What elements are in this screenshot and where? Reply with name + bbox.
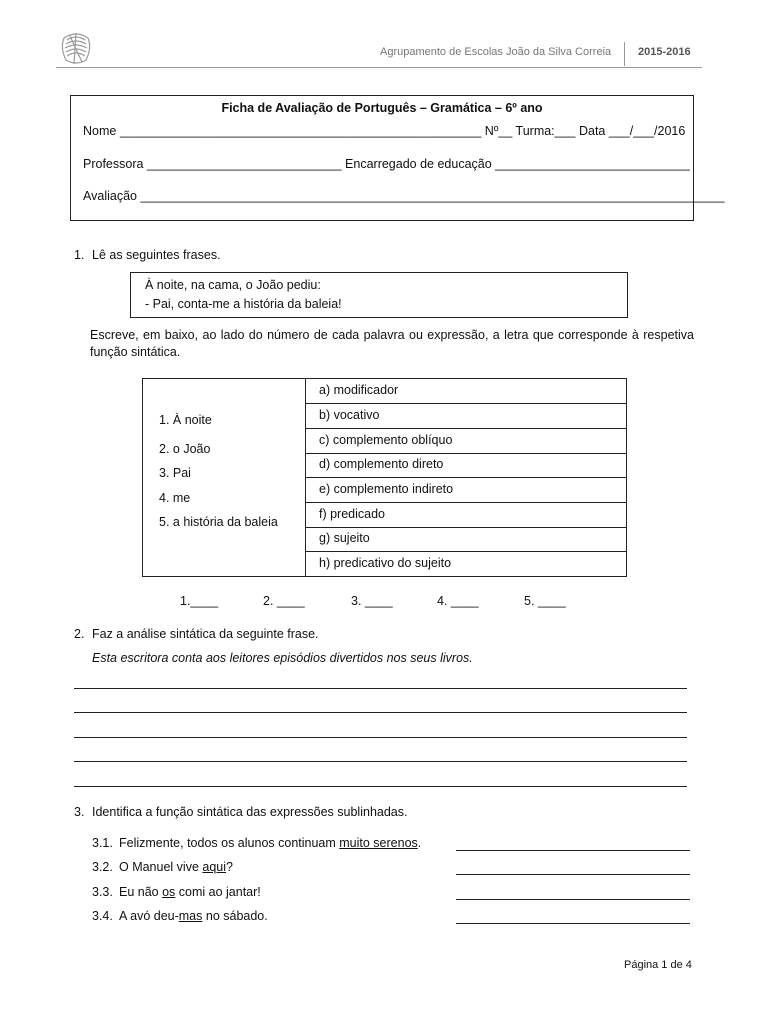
table-row-rule xyxy=(306,551,626,552)
table-row-rule xyxy=(306,527,626,528)
function-option: h) predicativo do sujeito xyxy=(319,556,452,570)
table-row-rule xyxy=(306,453,626,454)
answer-line[interactable] xyxy=(74,786,687,787)
school-logo-icon xyxy=(56,28,96,68)
header-school-year: 2015-2016 xyxy=(638,46,691,58)
header-rule xyxy=(56,67,702,68)
function-option: e) complemento indireto xyxy=(319,482,454,496)
answer-line[interactable] xyxy=(74,712,687,713)
answer-line[interactable] xyxy=(74,688,687,689)
answer-slot-4[interactable]: 4. ____ xyxy=(437,594,479,608)
answer-slot-5[interactable]: 5. ____ xyxy=(524,594,566,608)
answer-slot-1[interactable]: 1.____ xyxy=(180,594,219,608)
answer-line-3-2[interactable] xyxy=(456,874,690,875)
function-option: c) complemento oblíquo xyxy=(319,433,453,447)
question-1-instruction: Escreve, em baixo, ao lado do número de cada palavra ou expressão, a letra que corresponde à respetiva função sintática. xyxy=(90,328,694,359)
answer-line-3-4[interactable] xyxy=(456,923,690,924)
function-option: g) sujeito xyxy=(319,531,370,545)
item-pai: 3. Pai xyxy=(159,466,191,480)
matching-table xyxy=(142,378,627,577)
student-info-box xyxy=(70,95,725,221)
table-row-rule xyxy=(306,477,626,478)
subquestion-3-2: 3.2. O Manuel vive aqui? xyxy=(92,860,233,874)
answer-line[interactable] xyxy=(74,761,687,762)
item-a-historia-da-baleia: 5. a história da baleia xyxy=(159,515,278,529)
table-row-rule xyxy=(306,428,626,429)
function-option: b) vocativo xyxy=(319,408,380,422)
item-o-joao: 2. o João xyxy=(159,442,211,456)
header-divider xyxy=(624,42,625,66)
answer-line[interactable] xyxy=(74,737,687,738)
function-option: f) predicado xyxy=(319,507,386,521)
header-school-name: Agrupamento de Escolas João da Silva Correia xyxy=(380,46,612,58)
function-option: d) complemento direto xyxy=(319,457,444,471)
subquestion-3-1: 3.1. Felizmente, todos os alunos continuam muito serenos. xyxy=(92,836,422,850)
question-1-prompt: 1. Lê as seguintes frases. xyxy=(74,248,221,262)
question-2-prompt: 2. Faz a análise sintática da seguinte frase. xyxy=(74,627,319,641)
item-a-noite: 1. À noite xyxy=(159,413,212,427)
subquestion-3-4: 3.4. A avó deu-mas no sábado. xyxy=(92,909,268,923)
quote-line-2: - Pai, conta-me a história da baleia! xyxy=(145,297,342,311)
name-field-line[interactable]: Nome ____________________________________________________ Nº__ Turma:___ Data ___/___/2016 xyxy=(83,124,686,138)
answer-line-3-1[interactable] xyxy=(456,850,690,851)
answer-line-3-3[interactable] xyxy=(456,899,690,900)
subquestion-3-3: 3.3. Eu não os comi ao jantar! xyxy=(92,885,261,899)
quote-box xyxy=(130,272,628,318)
answer-slot-2[interactable]: 2. ____ xyxy=(263,594,305,608)
item-me: 4. me xyxy=(159,491,191,505)
table-row-rule xyxy=(306,403,626,404)
teacher-guardian-field-line[interactable]: Professora ____________________________ Encarregado de educação ____________________________ xyxy=(83,157,690,171)
function-option: a) modificador xyxy=(319,383,399,397)
question-2-sentence: Esta escritora conta aos leitores episódios divertidos nos seus livros. xyxy=(92,651,473,665)
page-number: Página 1 de 4 xyxy=(624,959,692,971)
question-3-prompt: 3. Identifica a função sintática das expressões sublinhadas. xyxy=(74,805,408,819)
answer-slot-3[interactable]: 3. ____ xyxy=(351,594,393,608)
evaluation-field-line[interactable]: Avaliação ____________________________________________________________________________________ xyxy=(83,189,725,203)
table-row-rule xyxy=(306,502,626,503)
quote-line-1: À noite, na cama, o João pediu: xyxy=(145,278,321,292)
worksheet-title: Ficha de Avaliação de Português – Gramática – 6º ano xyxy=(221,101,543,115)
